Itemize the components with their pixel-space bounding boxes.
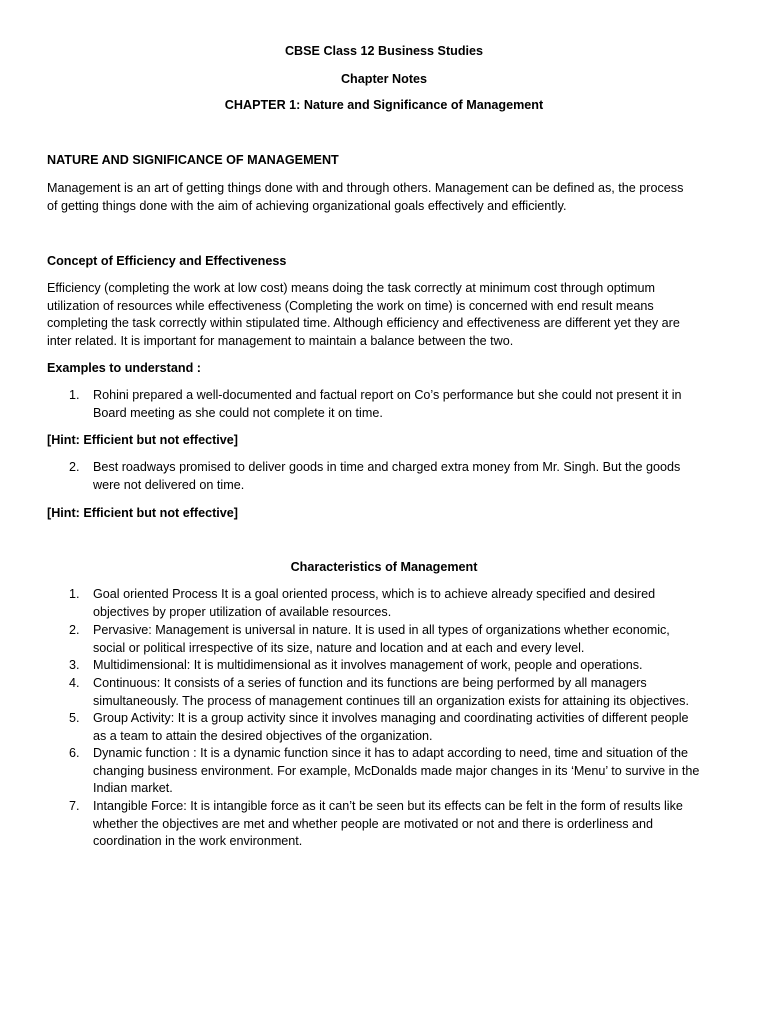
document-subtitle: Chapter Notes <box>340 72 428 86</box>
example-hint: [Hint: Efficient but not effective] <box>47 506 238 520</box>
characteristic-line: Multidimensional: It is multidimensional as it involves management of work, people and operations. <box>93 658 643 672</box>
characteristic-line: Continuous: It consists of a series of function and its functions are being performed by all managers <box>93 676 647 690</box>
example-text <box>93 459 727 494</box>
list-number: 7. <box>69 799 80 813</box>
characteristic-line: changing business environment. For example, McDonalds made major changes in its ‘Menu’ to survive in the <box>93 763 700 778</box>
paragraph-line: Efficiency (completing the work at low cost) means doing the task correctly at minimum cost through optimum <box>47 281 656 295</box>
example-line: Best roadways promised to deliver goods in time and charged extra money from Mr. Singh. But the goods <box>93 460 681 474</box>
list-number: 2. <box>69 623 80 637</box>
list-number: 3. <box>69 658 80 672</box>
characteristic-text <box>93 745 727 798</box>
characteristic-line: as a team to attain the desired objectives of the organization. <box>93 728 433 743</box>
characteristic-line: social or political irrespective of its size, nature and location and at each and every level. <box>93 640 585 655</box>
paragraph-line: inter related. It is important for management to maintain a balance between the two. <box>47 333 514 348</box>
section-nature-paragraph <box>47 180 727 215</box>
characteristic-line: Dynamic function : It is a dynamic function since it has to adapt according to need, time and situation of the <box>93 746 689 760</box>
section-heading-efficiency: Concept of Efficiency and Effectiveness <box>47 254 287 268</box>
characteristic-text <box>93 798 727 851</box>
section-heading-nature: NATURE AND SIGNIFICANCE OF MANAGEMENT <box>47 153 339 167</box>
characteristic-line: objectives by proper utilization of available resources. <box>93 604 392 619</box>
characteristic-line: Group Activity: It is a group activity since it involves managing and coordinating activities of different people <box>93 711 689 725</box>
list-number: 6. <box>69 746 80 760</box>
characteristic-line: coordination in the work environment. <box>93 834 303 849</box>
document-title: CBSE Class 12 Business Studies <box>284 44 484 58</box>
characteristic-line: whether the objectives are met and whether people are motivated or not and there is orderliness and <box>93 816 654 831</box>
paragraph-line: completing the task correctly within stipulated time. Although efficiency and effectiveness are different yet they are <box>47 316 680 331</box>
example-line: were not delivered on time. <box>93 477 245 492</box>
characteristic-line: Goal oriented Process It is a goal oriented process, which is to achieve already specified and desired <box>93 587 656 601</box>
paragraph-line: of getting things done with the aim of achieving organizational goals effectively and efficiently. <box>47 198 567 213</box>
example-line: Board meeting as she could not complete it on time. <box>93 405 383 420</box>
example-hint: [Hint: Efficient but not effective] <box>47 433 238 447</box>
example-line: Rohini prepared a well-documented and factual report on Co’s performance but she could not present it in <box>93 388 682 402</box>
characteristic-line: simultaneously. The process of management continues till an organization exists for attaining its objectives. <box>93 693 689 708</box>
characteristic-text <box>93 622 727 657</box>
chapter-title: CHAPTER 1: Nature and Significance of Management <box>224 98 544 112</box>
characteristic-line: Intangible Force: It is intangible force as it can’t be seen but its effects can be felt in the form of results like <box>93 799 683 813</box>
list-number: 1. <box>69 388 80 402</box>
characteristic-line: Pervasive: Management is universal in nature. It is used in all types of organizations whether economic, <box>93 623 670 637</box>
list-number: 1. <box>69 587 80 601</box>
characteristic-text <box>93 710 727 745</box>
section-efficiency-paragraph <box>47 280 727 350</box>
list-number: 2. <box>69 460 80 474</box>
list-number: 5. <box>69 711 80 725</box>
characteristic-text <box>93 657 727 675</box>
paragraph-line: utilization of resources while effectiveness (Completing the work on time) is concerned with end result means <box>47 298 654 313</box>
characteristic-line: Indian market. <box>93 781 173 796</box>
characteristic-text <box>93 586 727 621</box>
list-number: 4. <box>69 676 80 690</box>
paragraph-line: Management is an art of getting things done with and through others. Management can be defined as, the process <box>47 181 684 195</box>
example-text <box>93 387 727 422</box>
characteristic-text <box>93 675 727 710</box>
section-heading-characteristics: Characteristics of Management <box>290 560 478 574</box>
examples-heading: Examples to understand : <box>47 361 201 375</box>
